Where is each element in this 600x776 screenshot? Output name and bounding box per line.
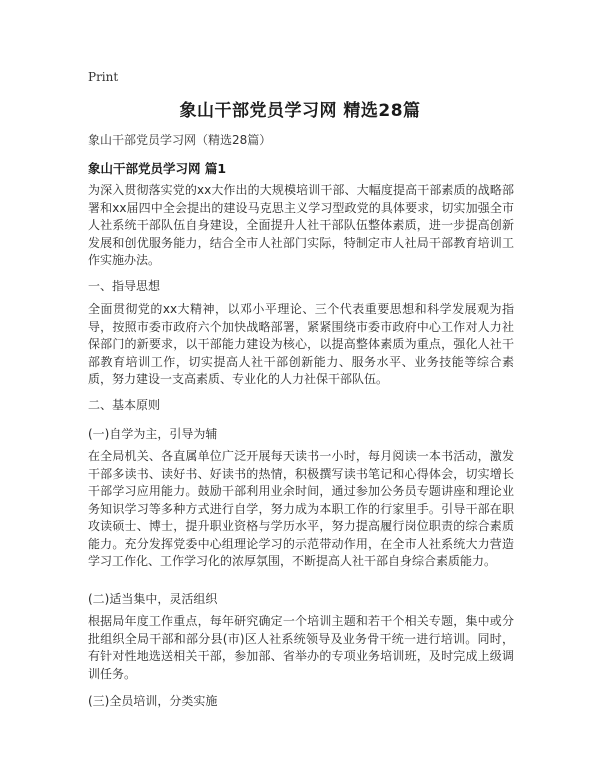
section-heading-principles: 二、基本原则 (88, 398, 161, 412)
section-heading-guiding: 一、指导思想 (88, 279, 161, 293)
subsection-heading-flexible: (二)适当集中，灵活组织 (88, 592, 218, 606)
self-study-paragraph: 在全局机关、各直属单位广泛开展每天读书一小时，每月阅读一本书活动，激发干部多读书、读好书、好读书的热情，积极撰写读书笔记和心得体会，切实增长干部学习应用能力。鼓励干部利用业余时间，通过参加公务员专题讲座和理论业务知识学习等多种方式进行自学，努力成为本职工作的行家里手。引导干部在职攻读硕士、博士，提升职业资格与学历水平，努力提高履行岗位职责的综合素质能力。充分发挥党委中心组理论学习的示范带动作用，在全市人社系统大力营造学习工作化、工作学习化的浓厚氛围，不断提高人社干部自身综合素质能力。 (88, 449, 514, 568)
guiding-paragraph: 全面贯彻党的xx大精神，以邓小平理论、三个代表重要思想和科学发展观为指导，按照市委市政府六个加快战略部署，紧紧围绕市委市政府中心工作对人力社保部门的新要求，以干部能力建设为核心，以提高整体素质为重点，强化人社干部教育培训工作，切实提高人社干部创新能力、服务水平、业务技能等综合素质，努力建设一支高素质、专业化的人力社保干部队伍。 (88, 302, 514, 386)
intro-paragraph: 为深入贯彻落实党的xx大作出的大规模培训干部、大幅度提高干部素质的战略部署和xx届四中全会提出的建设马克思主义学习型政党的具体要求，切实加强全市人社系统干部队伍自身建设，全面提升人社干部队伍整体素质，进一步提高创新发展和创优服务能力，结合全市人社部门实际，特制定市人社局干部教育培训工作实施办法。 (88, 183, 514, 267)
subsection-heading-self-study: (一)自学为主，引导为辅 (88, 427, 218, 441)
subsection-heading-full-training: (三)全员培训，分类实施 (88, 694, 218, 708)
document-subtitle: 象山干部党员学习网（精选28篇） (88, 133, 272, 147)
article-heading: 象山干部党员学习网 篇1 (88, 161, 227, 176)
flexible-paragraph: 根据局年度工作重点，每年研究确定一个培训主题和若干个相关专题，集中或分批组织全局干部和部分县(市)区人社系统领导及业务骨干统一进行培训。同时，有针对性地选送相关干部，参加部、省举办的专项业务培训班，及时完成上级调训任务。 (88, 614, 514, 681)
page-title: 象山干部党员学习网 精选28篇 (179, 101, 421, 121)
print-link[interactable]: Print (88, 70, 119, 84)
